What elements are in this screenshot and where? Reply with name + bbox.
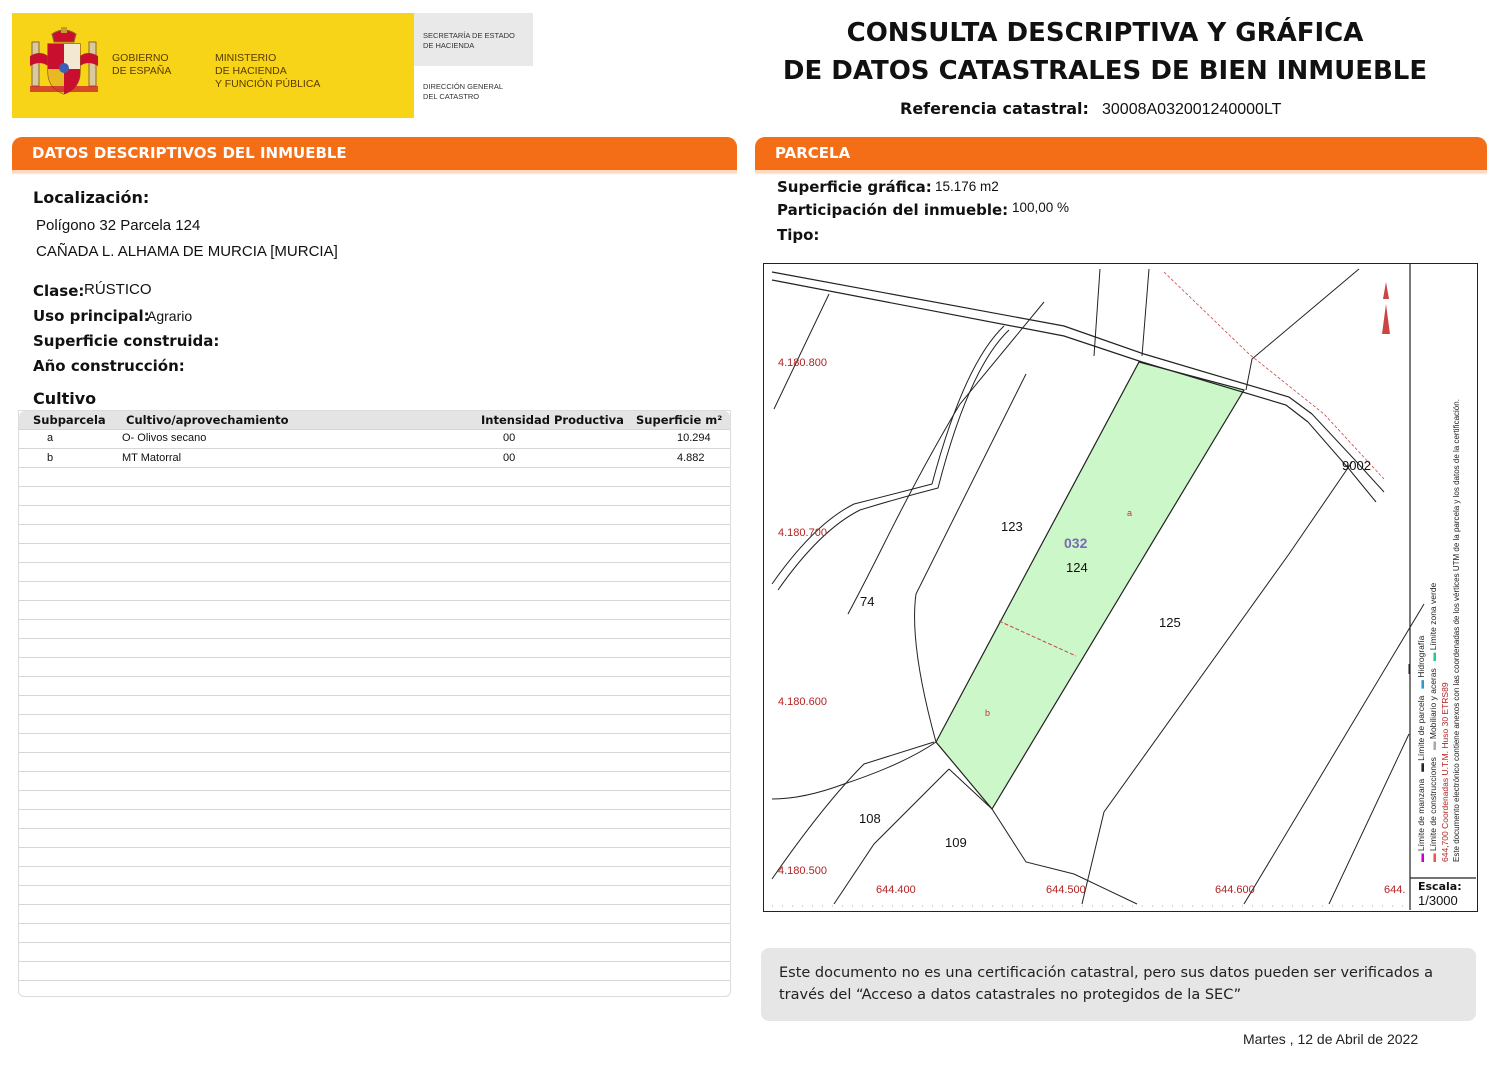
parcela-banner-title: PARCELA xyxy=(775,144,851,162)
uso-label: Uso principal: xyxy=(33,307,150,325)
legend-mobiliario: Mobiliario y aceras xyxy=(1428,668,1438,740)
parcel-number: 108 xyxy=(859,811,881,826)
descriptivos-banner-title: DATOS DESCRIPTIVOS DEL INMUEBLE xyxy=(32,144,347,162)
secretaria-name xyxy=(423,31,515,51)
map-legend xyxy=(1415,272,1463,862)
table-rule xyxy=(19,486,730,487)
row-a-superficie: 10.294 xyxy=(677,432,711,444)
participacion-label: Participación del inmueble: xyxy=(777,201,1009,219)
road-east-line xyxy=(1312,414,1384,492)
table-rule xyxy=(19,429,730,430)
y-coord-label: 4.180.700 xyxy=(778,527,827,539)
superficie-grafica-label: Superficie gráfica: xyxy=(777,178,932,196)
parcel-number: 9002 xyxy=(1342,458,1371,473)
ministry-name xyxy=(215,52,320,91)
localizacion-line1: Polígono 32 Parcela 124 xyxy=(36,217,201,234)
row-b-cultivo: MT Matorral xyxy=(122,452,182,464)
legend-parcela: Límite de parcela xyxy=(1416,695,1426,761)
cultivo-table-header xyxy=(19,411,730,429)
y-coord-label: 4.180.800 xyxy=(778,357,827,369)
col-superficie: Superficie m² xyxy=(636,413,723,427)
boundary-line xyxy=(772,742,934,879)
anio-construccion-label: Año construcción: xyxy=(33,357,185,375)
legend-row: ▬ Límite de manzana ▬ Límite de parcela ▬ Hidrografía xyxy=(1416,635,1426,862)
y-coord-label: 4.180.600 xyxy=(778,696,827,708)
col-intensidad: Intensidad Productiva xyxy=(481,413,624,427)
x-coord-label: 644.500 xyxy=(1046,884,1086,896)
parcel-number: 123 xyxy=(1001,519,1023,534)
tipo-label: Tipo: xyxy=(777,226,820,244)
parcela-banner xyxy=(755,137,1487,173)
ref-value: 30008A032001240000LT xyxy=(1102,101,1282,118)
descriptivos-banner xyxy=(12,137,737,173)
row-b-subparcela: b xyxy=(47,452,54,464)
table-rule xyxy=(19,505,730,506)
x-coord-label: 644.600 xyxy=(1215,884,1255,896)
table-rule xyxy=(19,714,730,715)
row-a-intensidad: 00 xyxy=(503,432,516,444)
table-rule xyxy=(19,809,730,810)
direccion-name xyxy=(423,82,503,102)
boundary-line xyxy=(1244,604,1424,904)
table-rule xyxy=(19,638,730,639)
uso-value: Agrario xyxy=(147,308,193,324)
ministry-line1: MINISTERIO xyxy=(215,52,277,64)
table-rule xyxy=(19,942,730,943)
localizacion-line2: CAÑADA L. ALHAMA DE MURCIA [MURCIA] xyxy=(36,243,338,260)
table-rule xyxy=(19,980,730,981)
clase-label: Clase: xyxy=(33,282,85,300)
coat-of-arms-icon xyxy=(28,26,100,100)
x-coord-label: 644.400 xyxy=(876,884,916,896)
table-rule xyxy=(19,695,730,696)
row-b-superficie: 4.882 xyxy=(677,452,705,464)
parcel-124-shape xyxy=(936,362,1244,809)
title-line1: CONSULTA DESCRIPTIVA Y GRÁFICA xyxy=(846,18,1364,48)
row-b-intensidad: 00 xyxy=(503,452,516,464)
clase-value: RÚSTICO xyxy=(84,281,152,298)
legend-coords-note: 644,700 Coordenadas U.T.M. Huso 30 ETRS89 xyxy=(1440,682,1450,862)
subparcel-b-label: b xyxy=(985,708,991,718)
legend-zona-verde: Límite zona verde xyxy=(1428,582,1438,651)
legend-row: ▬ Límite de construcciones ▬ Mobiliario y aceras ▬ Límite zona verde xyxy=(1428,582,1438,862)
table-rule xyxy=(19,448,730,449)
document-date: Martes , 12 de Abril de 2022 xyxy=(1243,1031,1419,1047)
col-cultivo: Cultivo/aprovechamiento xyxy=(126,413,289,427)
table-rule xyxy=(19,961,730,962)
subparcel-a-label: a xyxy=(1127,508,1133,518)
escala-label: Escala: xyxy=(1418,880,1462,893)
page-title xyxy=(760,14,1450,90)
table-rule xyxy=(19,733,730,734)
boundary-line xyxy=(1094,269,1100,356)
cadastral-map xyxy=(763,263,1478,912)
direccion-line1: DIRECCIÓN GENERAL xyxy=(423,82,504,91)
table-rule xyxy=(19,885,730,886)
table-rule xyxy=(19,524,730,525)
title-line2: DE DATOS CATASTRALES DE BIEN INMUEBLE xyxy=(782,56,1428,86)
cultivo-table xyxy=(18,410,731,997)
parcel-number: 109 xyxy=(945,835,967,850)
disclaimer-text: Este documento no es una certificación catastral, pero sus datos pueden ser verificados a través del “Acceso a datos catastrales no protegidos de la SEC” xyxy=(779,965,1434,1003)
legend-doc-note: Este documento electrónico contiene anexos con las coordenadas de los vértices UTM de la parcela y los datos de la certificación. xyxy=(1452,399,1461,862)
gov-name xyxy=(112,52,171,78)
superficie-construida-label: Superficie construida: xyxy=(33,332,220,350)
creek-line-2 xyxy=(778,330,1009,590)
north-arrow-icon xyxy=(1382,282,1390,334)
secretaria-line1: SECRETARÍA DE ESTADO xyxy=(423,31,515,40)
table-rule xyxy=(19,752,730,753)
parcela-banner-shadow xyxy=(755,173,1487,175)
secretaria-line2: DE HACIENDA xyxy=(423,41,475,50)
cultivo-title: Cultivo xyxy=(33,389,97,408)
table-rule xyxy=(19,923,730,924)
superficie-grafica-value: 15.176 m2 xyxy=(935,179,999,194)
table-rule xyxy=(19,467,730,468)
participacion-value: 100,00 % xyxy=(1012,200,1070,215)
legend-construcciones: Límite de construcciones xyxy=(1428,757,1438,852)
ref-label: Referencia catastral: xyxy=(900,99,1089,118)
parcel-number: 74 xyxy=(860,594,875,609)
table-rule xyxy=(19,866,730,867)
table-rule xyxy=(19,600,730,601)
table-rule xyxy=(19,771,730,772)
table-rule xyxy=(19,562,730,563)
table-rule xyxy=(19,619,730,620)
table-rule xyxy=(19,847,730,848)
ministry-line2: DE HACIENDA xyxy=(215,65,287,77)
legend-manzana: Límite de manzana xyxy=(1416,778,1426,852)
parcel-number: 124 xyxy=(1066,560,1088,575)
descriptivos-banner-shadow xyxy=(12,173,737,175)
gov-line2: DE ESPAÑA xyxy=(112,65,172,77)
table-rule xyxy=(19,581,730,582)
direccion-line2: DEL CATASTRO xyxy=(423,92,480,101)
table-rule xyxy=(19,543,730,544)
boundary-line xyxy=(774,294,829,409)
table-rule xyxy=(19,828,730,829)
boundary-line xyxy=(1329,734,1409,904)
row-a-subparcela: a xyxy=(47,432,54,444)
localizacion-label: Localización: xyxy=(33,188,150,207)
gov-line1: GOBIERNO xyxy=(112,52,169,64)
ministry-line3: Y FUNCIÓN PÚBLICA xyxy=(215,78,321,90)
row-a-cultivo: O- Olivos secano xyxy=(122,432,207,444)
boundary-line xyxy=(1142,269,1149,356)
y-coord-label: 4.180.500 xyxy=(778,865,827,877)
escala-value: 1/3000 xyxy=(1418,893,1458,908)
table-rule xyxy=(19,676,730,677)
legend-hidrografia: Hidrografía xyxy=(1416,635,1426,678)
x-coord-label: 644. xyxy=(1384,884,1406,896)
parcel-number: 125 xyxy=(1159,615,1181,630)
table-rule xyxy=(19,657,730,658)
boundary-line xyxy=(1246,269,1359,390)
polygon-number: 032 xyxy=(1064,535,1088,551)
table-rule xyxy=(19,790,730,791)
col-subparcela: Subparcela xyxy=(33,413,106,427)
table-rule xyxy=(19,904,730,905)
